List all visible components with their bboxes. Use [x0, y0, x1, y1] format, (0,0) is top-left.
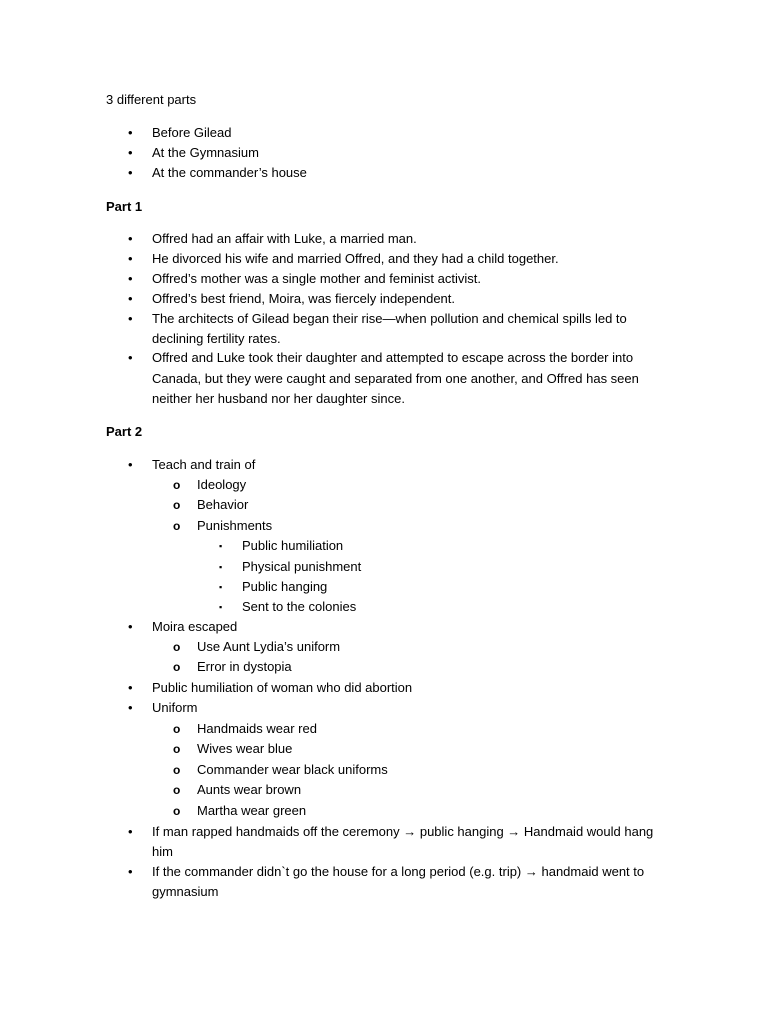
- square-bullet-icon: ▪: [219, 582, 223, 592]
- bullet-icon: •: [128, 311, 133, 326]
- part2-item-continued: him: [152, 844, 173, 859]
- part1-item: Offred and Luke took their daughter and attempted to escape across the border into: [152, 350, 634, 365]
- parts-list-item: At the commander’s house: [152, 165, 307, 180]
- circle-bullet-icon: o: [173, 640, 181, 654]
- parts-list-item: At the Gymnasium: [152, 145, 259, 160]
- bullet-icon: •: [128, 457, 133, 472]
- part2-subitem: Use Aunt Lydia’s uniform: [197, 639, 341, 654]
- square-bullet-icon: ▪: [219, 541, 223, 551]
- part2-item: Uniform: [152, 700, 198, 715]
- uniform-item: Martha wear green: [197, 803, 307, 818]
- bullet-icon: •: [128, 350, 133, 365]
- circle-bullet-icon: o: [173, 660, 181, 674]
- part1-heading: Part 1: [106, 199, 143, 214]
- bullet-icon: •: [128, 271, 133, 286]
- bullet-icon: •: [128, 145, 133, 160]
- part1-item: Offred’s mother was a single mother and feminist activist.: [152, 271, 481, 286]
- circle-bullet-icon: o: [173, 783, 181, 797]
- bullet-icon: •: [128, 824, 133, 839]
- part2-item: Teach and train of: [152, 457, 256, 472]
- part2-item: If man rapped handmaids off the ceremony → public hanging → Handmaid would hang: [152, 824, 654, 839]
- bullet-icon: •: [128, 619, 133, 634]
- uniform-item: Wives wear blue: [197, 741, 293, 756]
- part2-item-continued: gymnasium: [152, 884, 219, 899]
- circle-bullet-icon: o: [173, 742, 181, 756]
- circle-bullet-icon: o: [173, 519, 181, 533]
- circle-bullet-icon: o: [173, 498, 181, 512]
- square-bullet-icon: ▪: [219, 562, 223, 572]
- punishment-item: Public humiliation: [242, 538, 344, 553]
- bullet-icon: •: [128, 291, 133, 306]
- uniform-item: Handmaids wear red: [197, 721, 317, 736]
- part2-item: If the commander didn`t go the house for a long period (e.g. trip) → handmaid went to: [152, 864, 645, 879]
- bullet-icon: •: [128, 251, 133, 266]
- bullet-icon: •: [128, 125, 133, 140]
- punishment-item: Sent to the colonies: [242, 599, 357, 614]
- circle-bullet-icon: o: [173, 722, 181, 736]
- punishment-item: Public hanging: [242, 579, 328, 594]
- uniform-item: Commander wear black uniforms: [197, 762, 388, 777]
- punishment-item: Physical punishment: [242, 559, 362, 574]
- part2-subitem: Error in dystopia: [197, 659, 292, 674]
- part1-item-continued: neither her husband nor her daughter since.: [152, 391, 405, 406]
- bullet-icon: •: [128, 165, 133, 180]
- part2-item: Moira escaped: [152, 619, 238, 634]
- parts-list-item: Before Gilead: [152, 125, 232, 140]
- part2-heading: Part 2: [106, 424, 143, 439]
- circle-bullet-icon: o: [173, 804, 181, 818]
- part2-subitem: Punishments: [197, 518, 273, 533]
- part2-subitem: Behavior: [197, 497, 249, 512]
- intro-text: 3 different parts: [106, 92, 197, 107]
- circle-bullet-icon: o: [173, 763, 181, 777]
- bullet-icon: •: [128, 680, 133, 695]
- circle-bullet-icon: o: [173, 478, 181, 492]
- part1-item: Offred’s best friend, Moira, was fiercely independent.: [152, 291, 456, 306]
- part1-item-continued: declining fertility rates.: [152, 331, 281, 346]
- part1-item: Offred had an affair with Luke, a married man.: [152, 231, 417, 246]
- bullet-icon: •: [128, 864, 133, 879]
- part1-item: He divorced his wife and married Offred, and they had a child together.: [152, 251, 559, 266]
- part2-item: Public humiliation of woman who did abortion: [152, 680, 413, 695]
- square-bullet-icon: ▪: [219, 602, 223, 612]
- part2-subitem: Ideology: [197, 477, 247, 492]
- bullet-icon: •: [128, 231, 133, 246]
- part1-item: The architects of Gilead began their rise—when pollution and chemical spills led to: [152, 311, 627, 326]
- uniform-item: Aunts wear brown: [197, 782, 302, 797]
- bullet-icon: •: [128, 700, 133, 715]
- part1-item-continued: Canada, but they were caught and separated from one another, and Offred has seen: [152, 371, 639, 386]
